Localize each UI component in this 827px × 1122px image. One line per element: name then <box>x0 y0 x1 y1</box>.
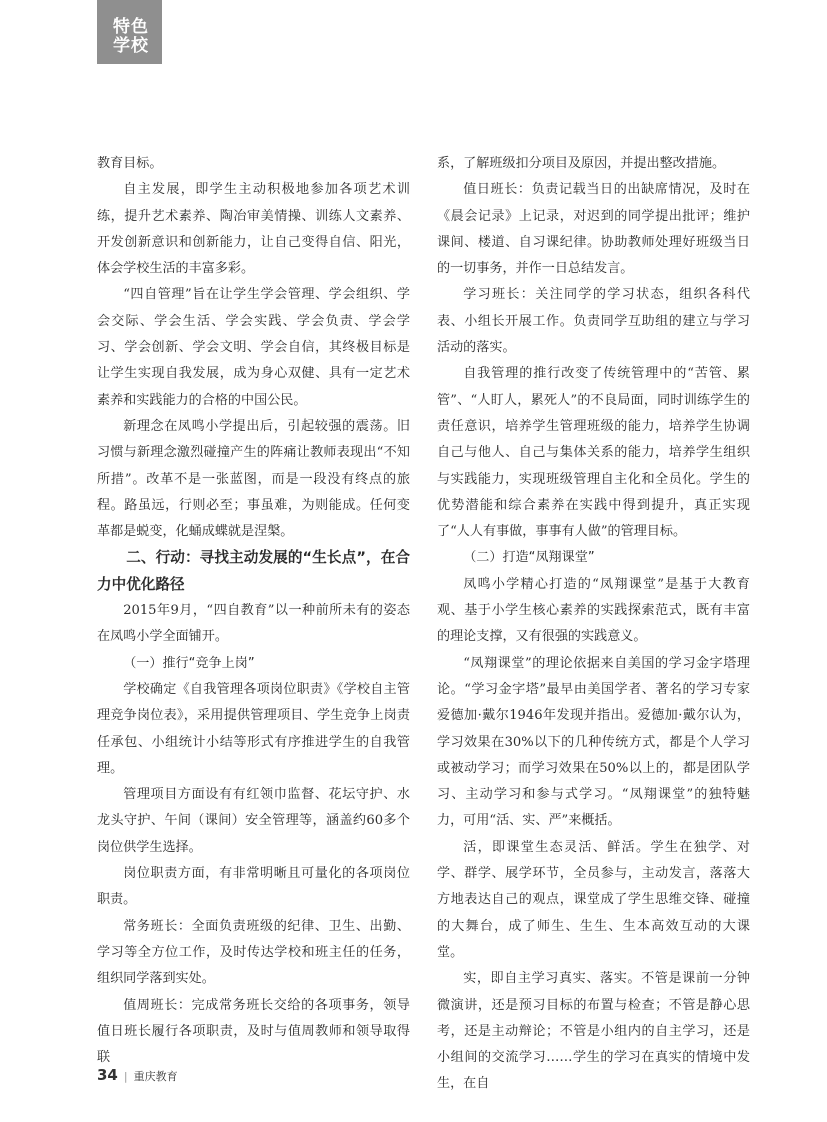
paragraph: 系，了解班级扣分项目及原因，并提出整改措施。 <box>437 156 726 171</box>
paragraph: 学习班长：关注同学的学习状态，组织各科代表、小组长开展工作。负责同学互助组的建立与学习活动的落实。 <box>437 287 750 356</box>
paragraph: 自主发展，即学生主动积极地参加各项艺术训练，提升艺术素养、陶冶审美情操、训练人文素养、开发创新意识和创新能力，让自己变得自信、阳光，体会学校生活的丰富多彩。 <box>97 182 410 277</box>
footer-separator: | <box>123 1070 128 1083</box>
subsection-heading: （一）推行“竞争上岗” <box>123 655 255 671</box>
paragraph: 新理念在凤鸣小学提出后，引起较强的震荡。旧习惯与新理念激烈碰撞产生的阵痛让教师表现出“不知所措”。改革不是一张蓝图，而是一段没有终点的旅程。路虽远，行则必至；事虽难，为则能成。任何变革都是蜕变，化蛹成蝶就是涅槃。 <box>97 418 410 540</box>
section-tag-line-2: 学校 <box>113 36 149 56</box>
page-footer <box>97 1066 178 1084</box>
section-tag-line-1: 特色 <box>113 17 149 37</box>
page-number: 34 <box>97 1066 118 1084</box>
subsection-heading: （二）打造“凤翔课堂” <box>463 550 595 566</box>
right-column <box>437 151 750 1098</box>
paragraph: “凤翔课堂”的理论依据来自美国的学习金字塔理论。“学习金字塔”最早由美国学者、著名的学习专家爱德加·戴尔1946年发现并指出。爱德加·戴尔认为，学习效果在30%以下的几种传统方式，都是个人学习或被动学习；而学习效果在50%以上的，都是团队学习、主动学习和参与式学习。“凤翔课堂”的独特魅力，可用“活、实、严”来概括。 <box>437 655 750 829</box>
paragraph: 实，即自主学习真实、落实。不管是课前一分钟微演讲，还是预习目标的布置与检查；不管是静心思考，还是主动辩论；不管是小组内的自主学习，还是小组间的交流学习……学生的学习在真实的情境中发生，在自 <box>437 971 750 1092</box>
paragraph: “四自管理”旨在让学生学会管理、学会组织、学会交际、学会生活、学会实践、学会负责、学会学习、学会创新、学会文明、学会自信，其终极目标是让学生实现自我发展，成为身心双健、具有一定艺术素养和实践能力的合格的中国公民。 <box>97 287 410 408</box>
paragraph: 学校确定《自我管理各项岗位职责》《学校自主管理竞争岗位表》，采用提供管理项目、学生竞争上岗责任承包、小组统计小结等形式有序推进学生的自我管理。 <box>97 681 410 776</box>
left-column <box>97 151 410 1071</box>
publication-name: 重庆教育 <box>133 1070 178 1083</box>
paragraph: 值周班长：完成常务班长交给的各项事务，领导值日班长履行各项职责，及时与值周教师和领导取得联 <box>97 997 410 1066</box>
paragraph: 活，即课堂生态灵活、鲜活。学生在独学、对学、群学、展学环节，全员参与，主动发言，落落大方地表达自己的观点，课堂成了学生思维交锋、碰撞的大舞台，成了师生、生生、生本高效互动的大课堂。 <box>437 839 750 960</box>
section-tag <box>97 0 162 64</box>
paragraph: 岗位职责方面，有非常明晰且可量化的各项岗位职责。 <box>97 866 410 908</box>
section-heading: 二、行动：寻找主动发展的“生长点”，在合力中优化路径 <box>97 549 410 593</box>
paragraph: 自我管理的推行改变了传统管理中的“苦管、累管”、“人盯人，累死人”的不良局面，同时训练学生的责任意识，培养学生管理班级的能力，培养学生协调自己与他人、自己与集体关系的能力，培养学生组织与实践能力，实现班级管理自主化和全员化。学生的优势潜能和综合素养在实践中得到提升，真正实现了“人人有事做，事事有人做”的管理目标。 <box>437 366 750 540</box>
paragraph: 教育目标。 <box>97 156 163 171</box>
paragraph: 值日班长：负责记载当日的出缺席情况，及时在《晨会记录》上记录，对迟到的同学提出批评；维护课间、楼道、自习课纪律。协助教师处理好班级当日的一切事务，并作一日总结发言。 <box>437 182 750 277</box>
paragraph: 2015年9月，“四自教育”以一种前所未有的姿态在凤鸣小学全面铺开。 <box>97 603 410 645</box>
paragraph: 常务班长：全面负责班级的纪律、卫生、出勤、学习等全方位工作，及时传达学校和班主任的任务，组织同学落到实处。 <box>97 918 410 987</box>
paragraph: 管理项目方面设有有红领巾监督、花坛守护、水龙头守护、午间（课间）安全管理等，涵盖约60多个岗位供学生选择。 <box>97 787 410 855</box>
paragraph: 凤鸣小学精心打造的“凤翔课堂”是基于大教育观、基于小学生核心素养的实践探索范式，既有丰富的理论支撑，又有很强的实践意义。 <box>437 576 750 645</box>
